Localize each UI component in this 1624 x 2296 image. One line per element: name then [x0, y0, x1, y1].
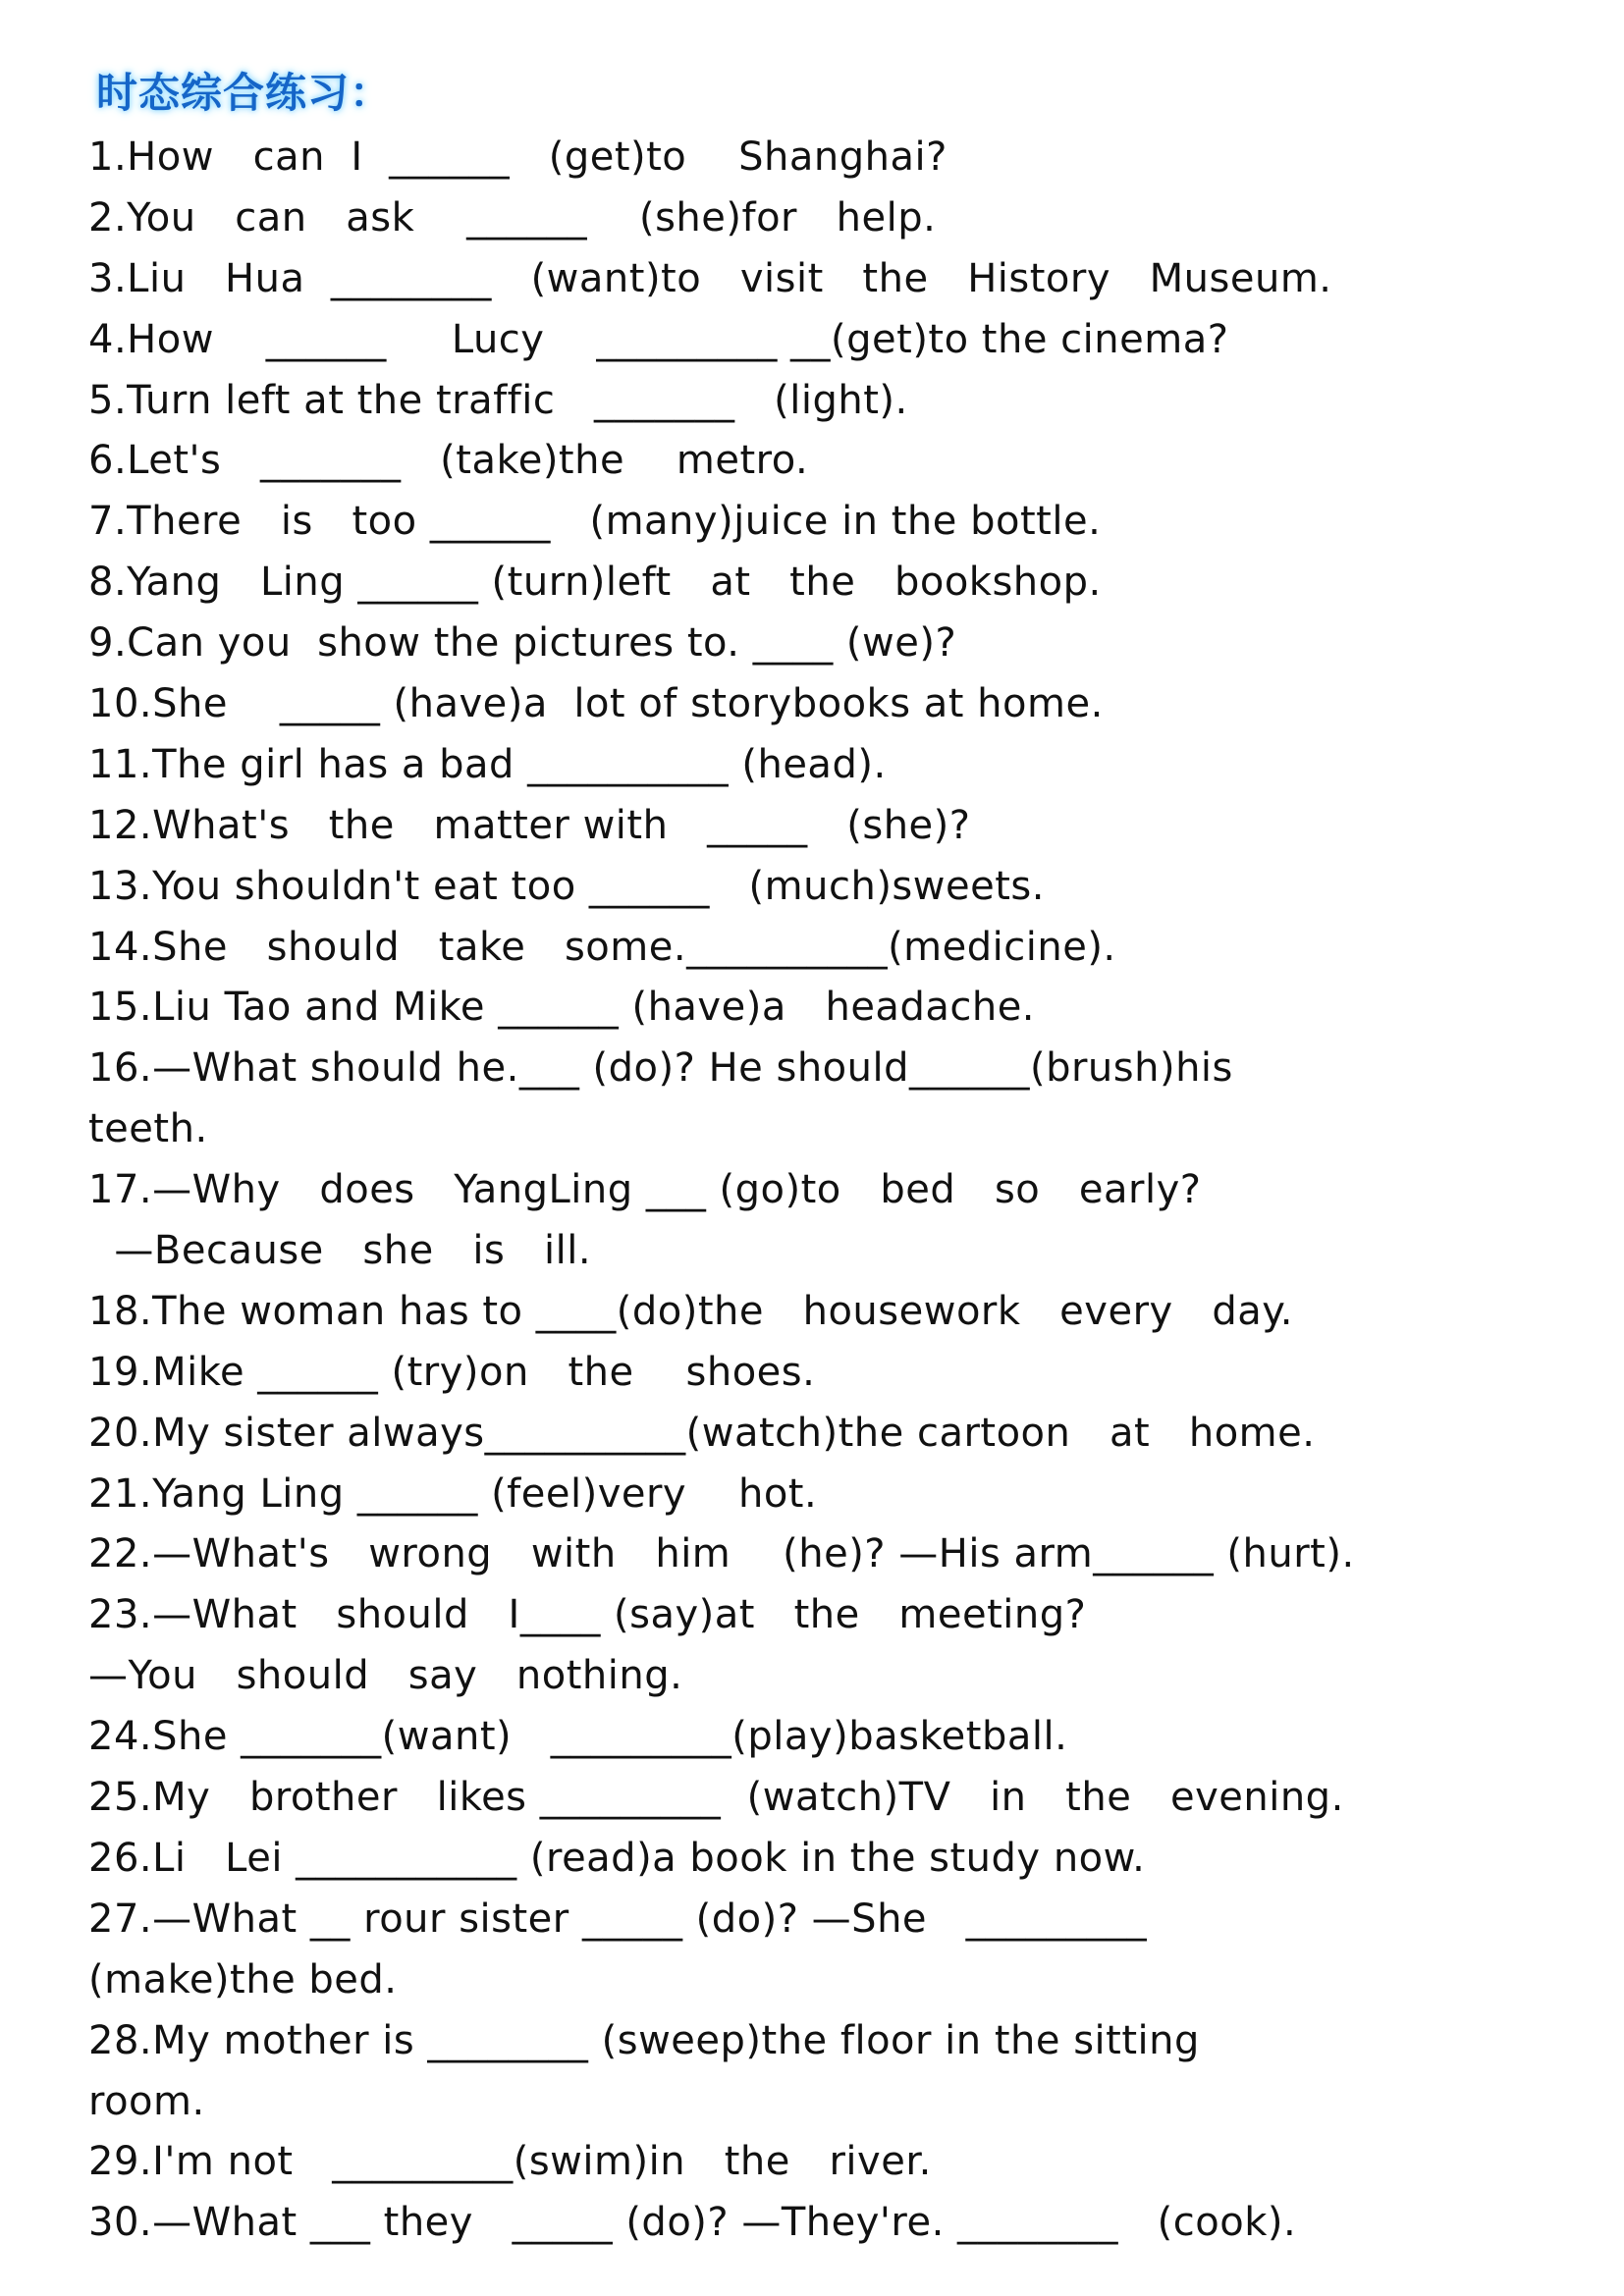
exercise-line: 7.There is too ______ (many)juice in the bottle. [88, 499, 1102, 545]
worksheet-title: 时态综合练习： [96, 69, 393, 117]
exercise-line: 13.You shouldn't eat too ______ (much)sweets. [88, 863, 1045, 909]
exercise-line: 3.Liu Hua ________ (want)to visit the History Museum. [88, 255, 1332, 301]
exercise-line: 1.How can I ______ (get)to Shanghai? [88, 134, 947, 180]
exercise-line: 5.Turn left at the traffic _______ (light). [88, 377, 908, 423]
exercise-line: (make)the bed. [88, 1956, 398, 2002]
exercise-line: 15.Liu Tao and Mike ______ (have)a headache. [88, 985, 1036, 1031]
exercise-line: 27.—What __ rour sister _____ (do)? —She _________ [88, 1896, 1148, 1942]
exercise-line: 25.My brother likes _________ (watch)TV in the evening. [88, 1775, 1344, 1821]
exercise-line: 6.Let's _______ (take)the metro. [88, 438, 809, 484]
exercise-line: 4.How ______ Lucy _________ __(get)to the cinema? [88, 316, 1229, 362]
exercise-line: 9.Can you show the pictures to. ____ (we)? [88, 620, 957, 667]
exercise-line: 11.The girl has a bad __________ (head). [88, 741, 887, 787]
exercise-line: 21.Yang Ling ______ (feel)very hot. [88, 1470, 818, 1517]
exercise-line: 30.—What ___ they _____ (do)? —They're. ________ (cook). [88, 2200, 1297, 2246]
exercise-line: teeth. [88, 1106, 208, 1152]
exercise-line: 16.—What should he.___ (do)? He should______(brush)his [88, 1045, 1233, 1092]
exercise-list [88, 128, 1600, 2254]
exercise-line: 23.—What should I____ (say)at the meeting? [88, 1592, 1087, 1638]
exercise-line: 17.—Why does YangLing ___ (go)to bed so early? [88, 1167, 1202, 1213]
exercise-line: 8.Yang Ling ______ (turn)left at the bookshop. [88, 560, 1102, 606]
exercise-line: 22.—What's wrong with him (he)? —His arm______ (hurt). [88, 1531, 1355, 1577]
exercise-line: room. [88, 2078, 205, 2124]
exercise-line: —You should say nothing. [88, 1653, 683, 1699]
exercise-line: 29.I'm not _________(swim)in the river. [88, 2139, 932, 2185]
exercise-line: 24.She _______(want) _________(play)basketball. [88, 1714, 1068, 1760]
exercise-line: 14.She should take some.__________(medicine). [88, 924, 1116, 970]
exercise-line: 20.My sister always__________(watch)the cartoon at home. [88, 1410, 1316, 1456]
exercise-line: 18.The woman has to ____(do)the housework every day. [88, 1288, 1293, 1334]
exercise-line: 2.You can ask ______ (she)for help. [88, 194, 937, 240]
exercise-line: 12.What's the matter with _____ (she)? [88, 802, 971, 848]
exercise-line: 10.She _____ (have)a lot of storybooks at home. [88, 681, 1104, 727]
exercise-line: 26.Li Lei ___________ (read)a book in the study now. [88, 1835, 1146, 1881]
exercise-line: 28.My mother is ________ (sweep)the floor in the sitting [88, 2017, 1200, 2063]
exercise-line: 19.Mike ______ (try)on the shoes. [88, 1349, 816, 1395]
exercise-line: —Because she is ill. [88, 1228, 592, 1274]
